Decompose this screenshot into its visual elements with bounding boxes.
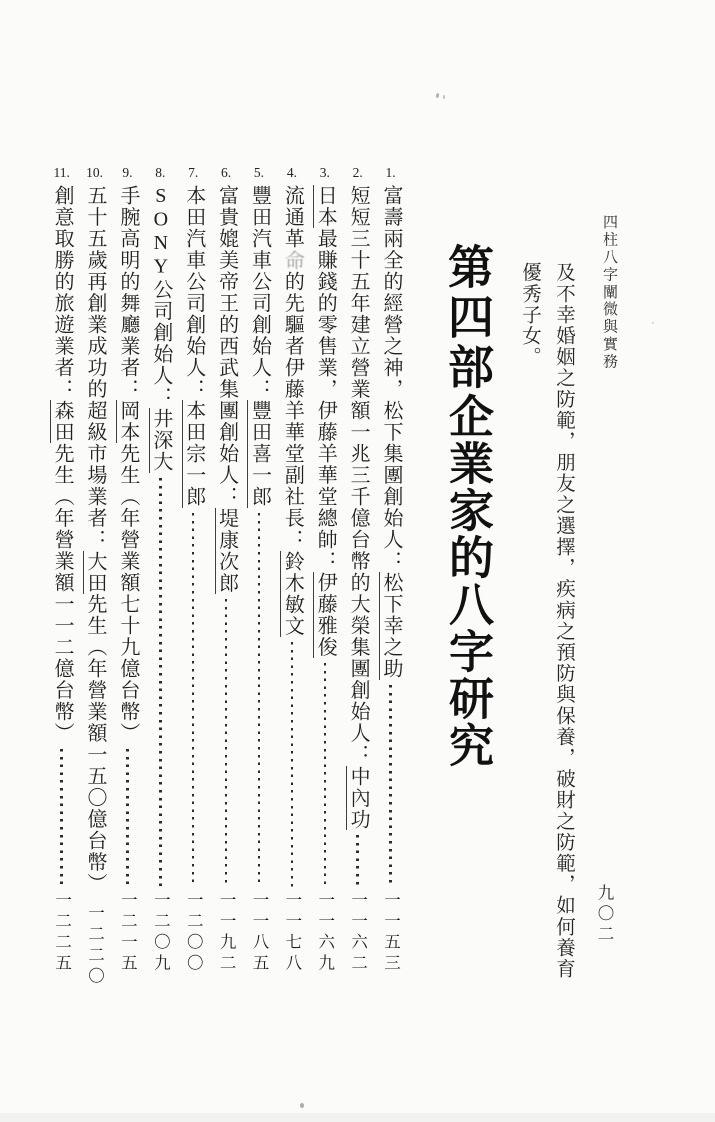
- running-header-title: 四柱八字闡微與實務: [601, 214, 617, 371]
- scan-speck: [300, 1103, 304, 1108]
- toc-page-number: 一二二五: [52, 891, 72, 975]
- proper-name-marked-text: 井深大: [149, 408, 172, 473]
- proper-name-marked-text: 伊藤雅俊: [314, 572, 337, 658]
- table-of-contents: [45, 161, 407, 988]
- toc-text-segment: 命: [281, 249, 304, 271]
- toc-item: [308, 161, 341, 975]
- toc-item-number: 8.: [155, 165, 166, 180]
- toc-dot-leader: [225, 599, 228, 888]
- toc-item: [144, 161, 177, 975]
- toc-dot-leader: [60, 749, 63, 887]
- proper-name-marked-text: 鈴木敏文: [281, 550, 304, 637]
- proper-name-marked-text: 豐田喜一郎: [248, 400, 271, 508]
- toc-item-text: [277, 185, 306, 637]
- toc-text-segment: 創意取勝的旅遊業者：: [51, 185, 74, 400]
- toc-text-segment: 手腕高明的舞廳業者：: [116, 185, 139, 400]
- toc-item-number: 1.: [385, 165, 396, 180]
- toc-item-text: [212, 185, 241, 594]
- toc-item: [374, 161, 407, 975]
- toc-dot-leader: [356, 835, 359, 887]
- toc-item-number: 5.: [253, 165, 265, 180]
- toc-item-text: [310, 185, 339, 658]
- proper-name-marked-text: 本田宗一郎: [182, 400, 205, 508]
- toc-dot-leader: [389, 685, 392, 888]
- toc-page-number: 一一八五: [249, 891, 269, 975]
- toc-item-text: [80, 185, 109, 895]
- toc-item-number: 4.: [286, 165, 297, 180]
- toc-text-segment: 先生（年營業額七十九億台幣）: [116, 443, 139, 744]
- toc-text-segment: SONY: [149, 185, 172, 279]
- toc-item: [243, 161, 276, 975]
- scan-speck: [443, 95, 446, 99]
- toc-item-text: [343, 185, 372, 830]
- scan-speck: [652, 322, 654, 324]
- part-title-heading: [436, 243, 498, 769]
- page-number-folio: 九〇二: [595, 884, 614, 946]
- toc-item-number: 6.: [221, 165, 232, 180]
- proper-name-marked-text: 大田: [84, 550, 107, 594]
- toc-item-number: 11.: [53, 165, 70, 180]
- toc-dot-leader: [159, 478, 162, 888]
- toc-dot-leader: [192, 513, 195, 888]
- toc-page-number: 一一七八: [282, 891, 302, 975]
- toc-page-number: 一二一五: [118, 891, 138, 975]
- toc-text-segment: 公司創始人：: [149, 279, 172, 408]
- toc-text-segment: 本田汽車公司創始人：: [182, 185, 205, 400]
- toc-item-text: [376, 185, 405, 680]
- intro-text-column-1: 及不幸婚姻之防範，朋友之選擇，疾病之預防與保養，破財之防範，如何養育: [553, 262, 574, 980]
- toc-item: [341, 161, 374, 975]
- toc-item-text: [146, 185, 175, 473]
- toc-page-number: 一一六二: [348, 891, 368, 975]
- toc-text-segment: 最賺錢的零售業，伊藤羊華堂總帥：: [314, 228, 337, 572]
- toc-page-number: 一一六九: [315, 891, 335, 975]
- intro-text-column-2: 優秀子女。: [519, 262, 540, 368]
- toc-item-number: 2.: [352, 165, 363, 180]
- proper-name-marked-text: 松下幸之助: [380, 572, 403, 680]
- toc-text-segment: 先生（年營業額一五〇億台幣）: [84, 593, 107, 895]
- scan-speck: [436, 93, 440, 99]
- toc-item: [111, 161, 144, 975]
- toc-item-text: [179, 185, 208, 508]
- toc-item: [275, 161, 308, 975]
- part-title-text: 企業家的八字研究: [442, 393, 492, 769]
- proper-name-marked-text: 堤康次郎: [215, 507, 238, 594]
- proper-name-marked-text: 森田: [51, 400, 74, 443]
- toc-item: [45, 161, 78, 975]
- toc-text-segment: 的先驅者伊藤羊華堂副社長：: [281, 271, 304, 551]
- toc-item-text: [113, 185, 142, 744]
- proper-name-marked-text: 中內功: [347, 765, 370, 830]
- proper-name-marked-text: 日本: [314, 185, 337, 228]
- toc-text-segment: 富壽兩全的經營之神，松下集團創始人：: [380, 185, 403, 572]
- toc-text-segment: 流通革: [281, 185, 304, 250]
- toc-item-number: 7.: [188, 165, 199, 180]
- toc-page-number: 一一九二: [217, 891, 237, 975]
- toc-item: [210, 161, 243, 975]
- toc-item: [177, 161, 210, 975]
- toc-text-segment: 先生（年營業額一一二億台幣）: [51, 443, 74, 744]
- toc-dot-leader: [324, 663, 327, 887]
- toc-dot-leader: [126, 749, 129, 887]
- toc-page-number: 一二二〇: [85, 903, 105, 988]
- toc-item-number: 10.: [86, 165, 103, 180]
- toc-page-number: 一二〇〇: [184, 891, 204, 975]
- toc-item-text: [47, 185, 76, 744]
- toc-text-segment: 富貴媲美帝王的西武集團創始人：: [215, 185, 238, 508]
- toc-dot-leader: [291, 642, 294, 888]
- toc-text-segment: 豐田汽車公司創始人：: [248, 185, 271, 400]
- part-number: 第四部: [442, 243, 493, 393]
- toc-item-number: 9.: [122, 165, 133, 180]
- toc-text-segment: 短短三十五年建立營業額一兆三千億台幣的大榮集團創始人：: [347, 185, 370, 766]
- toc-item-number: 3.: [319, 165, 330, 180]
- toc-item: [78, 161, 111, 988]
- toc-page-number: 一一五三: [381, 891, 401, 975]
- toc-dot-leader: [258, 513, 261, 888]
- toc-page-number: 一二〇九: [151, 891, 171, 975]
- proper-name-marked-text: 岡本: [116, 400, 139, 443]
- toc-text-segment: 五十五歲再創業成功的超級市場業者：: [84, 185, 107, 551]
- toc-item-text: [244, 185, 273, 508]
